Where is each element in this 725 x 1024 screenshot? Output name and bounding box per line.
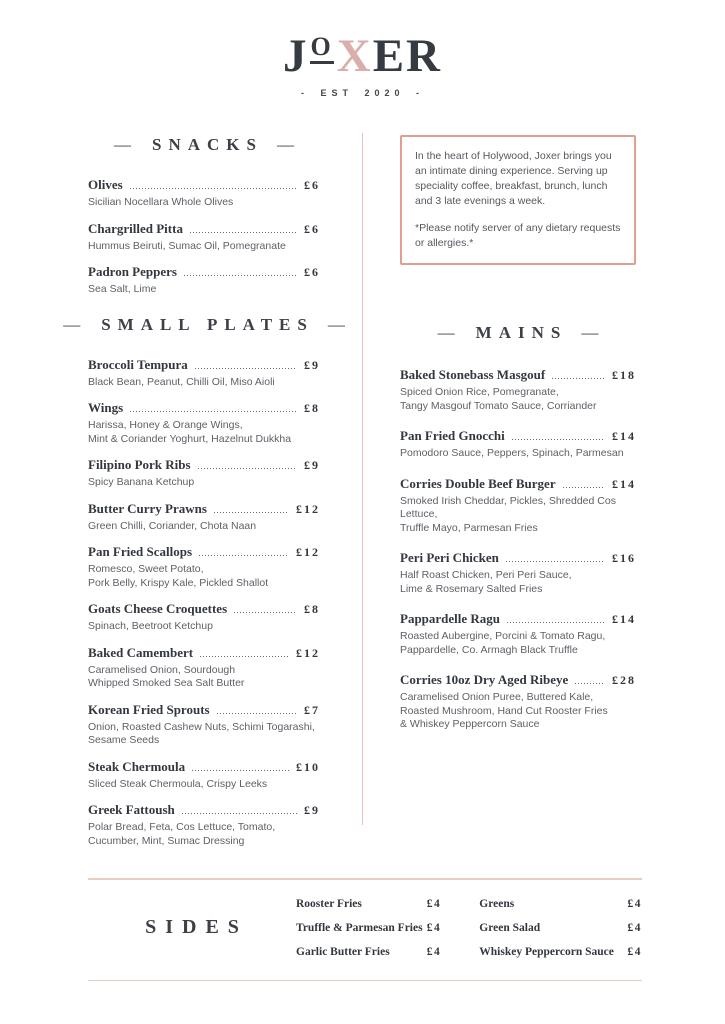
- item-name: Steak Chermoula: [88, 758, 186, 774]
- menu-item: [88, 264, 320, 297]
- item-name: Chargrilled Pitta: [88, 220, 183, 236]
- menu-item-header: [400, 367, 636, 383]
- small-plates-item-list: [88, 357, 320, 849]
- menu-item-header: [88, 357, 320, 373]
- item-price: £4: [627, 945, 642, 958]
- dotted-leader: [507, 622, 605, 623]
- sides-column-1: [296, 889, 441, 967]
- dotted-leader: [190, 232, 297, 233]
- item-description: Pork Belly, Krispy Kale, Pickled Shallot: [88, 576, 269, 589]
- item-description: Sliced Steak Chermoula, Crispy Leeks: [88, 777, 268, 790]
- item-price: £6: [304, 221, 320, 236]
- dotted-leader: [563, 487, 605, 488]
- logo-letter-j: J: [283, 30, 309, 82]
- section-title-sides: SIDES: [145, 916, 248, 938]
- menu-item-header: [88, 601, 320, 617]
- item-description: Mint & Coriander Yoghurt, Hazelnut Dukkha: [88, 432, 292, 445]
- sides-columns: [296, 889, 642, 967]
- item-description: Spinach, Beetroot Ketchup: [88, 620, 213, 632]
- menu-item-header: [88, 702, 320, 718]
- dotted-leader: [552, 378, 605, 379]
- item-price: £12: [296, 645, 320, 660]
- intro-text: In the heart of Holywood, Joxer brings you an intimate dining experience. Serving up speciality coffee, breakfast, brunch, lunch and 3 late evenings a week.: [415, 150, 612, 207]
- menu-item-header: [400, 550, 636, 566]
- item-name: Whiskey Peppercorn Sauce: [479, 945, 614, 958]
- item-name: Corries Double Beef Burger: [400, 475, 556, 491]
- item-description: Roasted Mushroom, Hand Cut Rooster Fries: [400, 704, 608, 717]
- dotted-leader: [130, 411, 297, 412]
- dotted-leader: [130, 188, 297, 189]
- menu-item-header: [88, 501, 320, 517]
- menu-item: [400, 672, 636, 732]
- item-description: Caramelised Onion, Sourdough: [88, 663, 236, 676]
- menu-item-header: [88, 645, 320, 661]
- item-price: £12: [296, 501, 320, 516]
- dotted-leader: [198, 468, 297, 469]
- item-description: Harissa, Honey & Orange Wings,: [88, 419, 243, 431]
- menu-item: [88, 601, 320, 634]
- header-dash-left: —: [114, 135, 132, 154]
- dotted-leader: [234, 612, 297, 613]
- snacks-item-list: [88, 177, 320, 297]
- item-price: £16: [612, 551, 636, 565]
- dotted-leader: [182, 813, 297, 814]
- item-description: Sicilian Nocellara Whole Olives: [88, 196, 234, 208]
- item-description: Spiced Onion Rice, Pomegranate,: [400, 386, 559, 398]
- item-name: Corries 10oz Dry Aged Ribeye: [400, 672, 569, 687]
- item-description: Green Chilli, Coriander, Chota Naan: [88, 519, 257, 532]
- menu-item-header: [400, 611, 636, 627]
- item-price: £6: [304, 265, 320, 279]
- sides-bottom-rule: [88, 980, 642, 982]
- item-name: Truffle & Parmesan Fries: [296, 921, 423, 934]
- item-name: Korean Fried Sprouts: [88, 701, 210, 717]
- item-name: Baked Stonebass Masgouf: [400, 367, 546, 382]
- menu-item-header: [88, 457, 320, 473]
- item-price: £14: [612, 612, 636, 626]
- header-dash-right: —: [581, 323, 599, 342]
- item-description: Spicy Banana Ketchup: [88, 476, 195, 488]
- menu-item-header: [88, 177, 320, 193]
- item-description: Truffle Mayo, Parmesan Fries: [400, 521, 538, 534]
- mains-item-list: [400, 367, 636, 732]
- section-title-small-plates: — SMALL PLATES —: [63, 314, 345, 334]
- item-price: £4: [426, 945, 442, 958]
- sides-column-2: [479, 889, 642, 967]
- item-price: £4: [426, 897, 442, 910]
- menu-item: [88, 802, 320, 848]
- item-description: Half Roast Chicken, Peri Peri Sauce,: [400, 569, 572, 581]
- item-description: Onion, Roasted Cashew Nuts, Schimi Togarashi,: [88, 720, 315, 733]
- item-description: Tangy Masgouf Tomato Sauce, Corriander: [400, 399, 597, 412]
- item-description: Roasted Aubergine, Porcini & Tomato Ragu,: [400, 630, 606, 642]
- menu-item: [88, 501, 320, 534]
- item-price: £7: [304, 702, 320, 717]
- menu-item-header: [400, 428, 636, 444]
- item-price: £9: [304, 458, 320, 472]
- menu-item-header: [400, 476, 636, 492]
- item-price: £6: [304, 178, 320, 192]
- item-price: £12: [296, 545, 320, 559]
- item-price: £4: [426, 921, 442, 934]
- menu-item: [400, 550, 636, 596]
- item-price: £8: [304, 401, 320, 415]
- item-name: Garlic Butter Fries: [296, 945, 390, 958]
- header-dash-right: —: [276, 135, 294, 154]
- item-price: £4: [627, 897, 642, 910]
- menu-item: [88, 400, 320, 446]
- dotted-leader: [506, 561, 605, 562]
- item-description: Whipped Smoked Sea Salt Butter: [88, 677, 245, 689]
- logo-tagline: - EST 2020 -: [300, 88, 425, 98]
- item-name: Butter Curry Prawns: [88, 500, 207, 516]
- menu-item: [400, 476, 636, 536]
- restaurant-logo: [0, 30, 725, 98]
- item-name: Peri Peri Chicken: [400, 550, 499, 565]
- logo-letters-er: ER: [372, 30, 442, 82]
- column-divider-line: [362, 133, 363, 825]
- dotted-leader: [199, 555, 289, 556]
- menu-item-header: [88, 759, 320, 775]
- item-price: £9: [304, 357, 320, 372]
- menu-item: [88, 702, 320, 748]
- item-description: Sea Salt, Lime: [88, 283, 157, 295]
- item-name: Olives: [88, 177, 123, 192]
- side-item: [479, 895, 642, 913]
- menu-item: [88, 544, 320, 590]
- side-item: [296, 919, 441, 937]
- item-price: £4: [627, 921, 642, 934]
- item-name: Rooster Fries: [296, 897, 362, 910]
- sides-section: [88, 878, 642, 981]
- header-dash-left: —: [437, 323, 455, 342]
- menu-item-header: [88, 400, 320, 416]
- item-description: & Whiskey Peppercorn Sauce: [400, 718, 540, 730]
- logo-letter-o: O: [310, 34, 334, 64]
- side-item: [479, 919, 642, 937]
- sides-content: [88, 889, 642, 967]
- item-name: Greek Fattoush: [88, 802, 175, 817]
- item-description: Caramelised Onion Puree, Buttered Kale,: [400, 691, 594, 703]
- item-description: Smoked Irish Cheddar, Pickles, Shredded Cos Lettuce,: [400, 494, 616, 520]
- item-description: Sesame Seeds: [88, 734, 160, 746]
- menu-item: [88, 457, 320, 490]
- dotted-leader: [192, 770, 289, 771]
- logo-letter-x: X: [336, 30, 373, 82]
- menu-item-header: [88, 544, 320, 560]
- item-name: Baked Camembert: [88, 644, 194, 660]
- menu-item: [88, 221, 320, 254]
- side-item: [296, 943, 441, 961]
- menu-item-header: [88, 264, 320, 280]
- allergy-notice: *Please notify server of any dietary requests or allergies.*: [415, 222, 621, 249]
- header-dash-right: —: [327, 314, 345, 334]
- item-name: Broccoli Tempura: [88, 356, 188, 372]
- item-name: Goats Cheese Croquettes: [88, 601, 228, 616]
- item-name: Filipino Pork Ribs: [88, 457, 191, 472]
- menu-item: [88, 357, 320, 390]
- item-price: £18: [612, 368, 636, 382]
- menu-item: [400, 611, 636, 657]
- intro-info-box: [400, 135, 636, 265]
- header-dash-left: —: [63, 314, 81, 334]
- logo-wordmark: [0, 30, 725, 82]
- item-description: Pappardelle, Co. Armagh Black Truffle: [400, 643, 578, 656]
- item-description: Cucumber, Mint, Sumac Dressing: [88, 834, 245, 847]
- menu-item: [400, 367, 636, 413]
- menu-item: [88, 177, 320, 210]
- menu-item-header: [400, 672, 636, 688]
- dotted-leader: [195, 368, 297, 369]
- item-price: £10: [296, 759, 320, 774]
- left-column: [63, 135, 345, 859]
- item-description: Pomodoro Sauce, Peppers, Spinach, Parmesan: [400, 447, 624, 459]
- dotted-leader: [217, 713, 297, 714]
- item-description: Lime & Rosemary Salted Fries: [400, 582, 543, 595]
- item-name: Green Salad: [479, 921, 541, 934]
- sides-top-rule: [88, 878, 642, 880]
- item-price: £9: [304, 803, 320, 817]
- side-item: [296, 895, 441, 913]
- item-name: Wings: [88, 400, 124, 415]
- item-price: £14: [612, 429, 636, 443]
- menu-item-header: [88, 221, 320, 237]
- dotted-leader: [512, 439, 605, 440]
- item-description: Black Bean, Peanut, Chilli Oil, Miso Aioli: [88, 375, 275, 388]
- item-price: £14: [612, 476, 636, 491]
- item-description: Romesco, Sweet Potato,: [88, 563, 204, 575]
- item-name: Pan Fried Scallops: [88, 544, 193, 559]
- item-description: Polar Bread, Feta, Cos Lettuce, Tomato,: [88, 821, 276, 833]
- item-name: Padron Peppers: [88, 264, 177, 279]
- dotted-leader: [575, 683, 605, 684]
- dotted-leader: [214, 512, 289, 513]
- right-column: [400, 135, 636, 747]
- menu-item-header: [88, 802, 320, 818]
- menu-item: [400, 428, 636, 461]
- section-title-snacks: — SNACKS —: [114, 135, 294, 154]
- item-name: Pappardelle Ragu: [400, 611, 501, 626]
- item-name: Pan Fried Gnocchi: [400, 428, 505, 443]
- item-name: Greens: [479, 897, 515, 910]
- section-title-mains: — MAINS —: [437, 323, 599, 342]
- item-description: Hummus Beiruti, Sumac Oil, Pomegranate: [88, 239, 286, 252]
- dotted-leader: [200, 656, 289, 657]
- menu-item: [88, 645, 320, 691]
- item-price: £28: [612, 673, 636, 687]
- side-item: [479, 943, 642, 961]
- menu-item: [88, 759, 320, 792]
- dotted-leader: [184, 275, 297, 276]
- item-price: £8: [304, 602, 320, 616]
